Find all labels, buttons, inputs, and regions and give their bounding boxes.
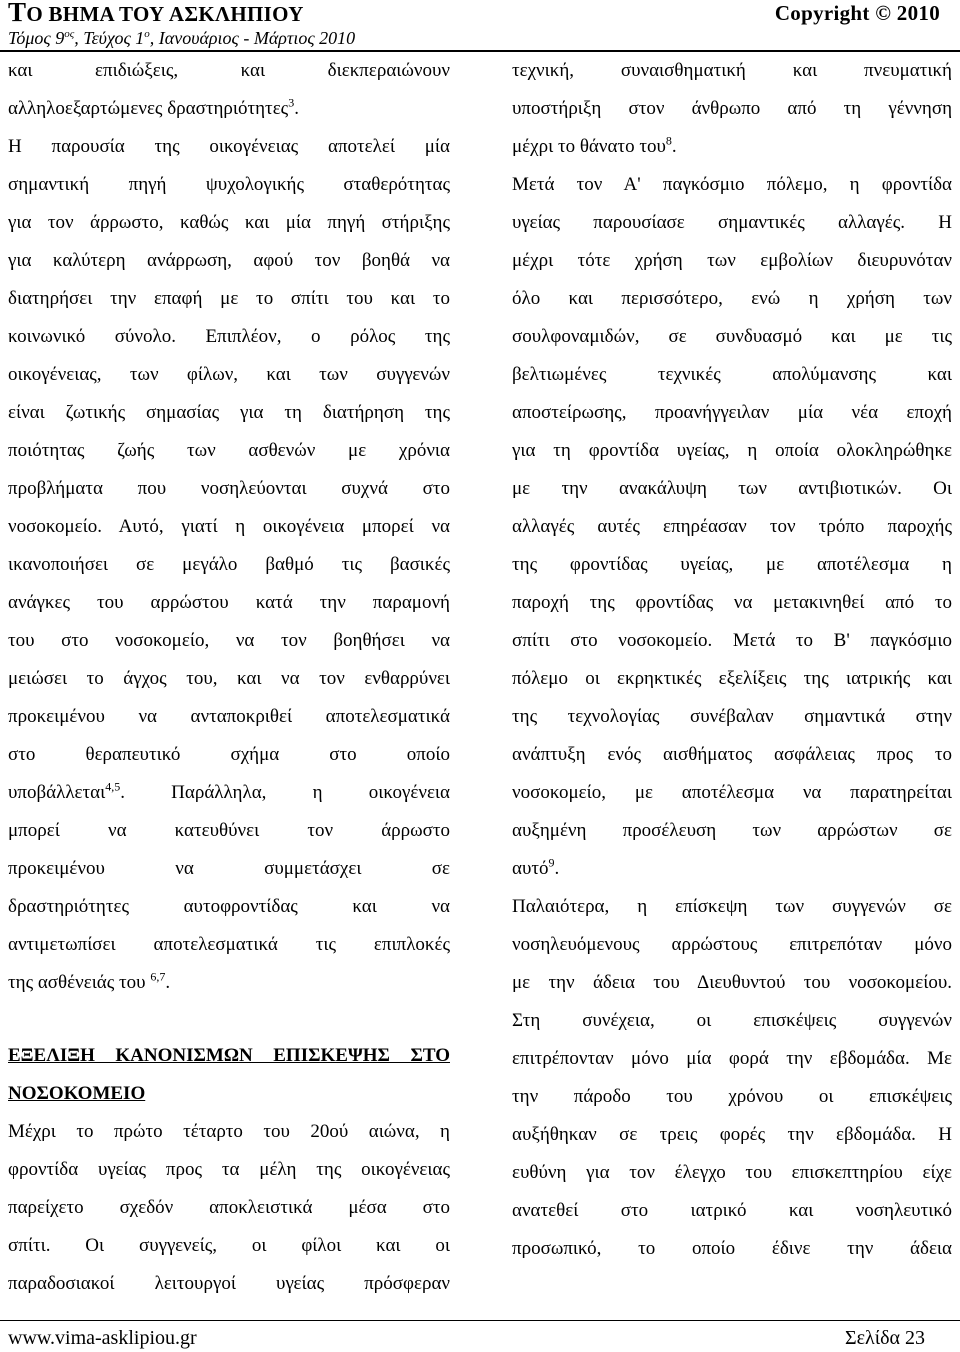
- line-text: κοινωνικό σύνολο. Επιπλέον, ο ρόλος της: [8, 326, 450, 347]
- text-line: [512, 394, 952, 432]
- text-line: [512, 926, 952, 964]
- text-line: [8, 698, 450, 736]
- text-line: [8, 52, 450, 90]
- text-line: [8, 926, 450, 964]
- text-line: [512, 432, 952, 470]
- line-text: προβλήματα που νοσηλεύονται συχνά στο: [8, 478, 450, 499]
- line-text: σουλφοναμιδών, σε συνδυασμό και με τις: [512, 326, 952, 347]
- line-text: παρείχετο σχεδόν αποκλειστικά μέσα στο: [8, 1197, 450, 1218]
- page-number: Σελίδα 23: [844, 1327, 925, 1349]
- text-line: [512, 1192, 952, 1230]
- line-text: επιτρέπονταν μόνο μία φορά την εβδομάδα. Με: [512, 1048, 952, 1069]
- text-line: [8, 394, 450, 432]
- heading-line: [8, 1037, 450, 1075]
- line-text: την πάροδο του χρόνου οι επισκέψεις: [512, 1086, 952, 1107]
- line-text: του στο νοσοκομείο, να τον βοηθήσει να: [8, 630, 450, 651]
- section-heading: [8, 1037, 450, 1113]
- line-text: Η παρουσία της οικογένειας αποτελεί μία: [8, 136, 450, 157]
- line-text: με την ανακάλυψη των αντιβιοτικών. Οι: [512, 478, 952, 499]
- text-line: [8, 850, 450, 888]
- line-text: παραδοσιακοί λειτουργοί υγείας πρόσφεραν: [8, 1273, 450, 1294]
- line-text: μπορεί να κατευθύνει τον άρρωστο: [8, 820, 450, 841]
- line-text: προσωπικό, το οποίο έδινε την άδεια: [512, 1238, 952, 1259]
- line-text: υγείας παρουσίασε σημαντικές αλλαγές. Η: [512, 212, 952, 233]
- text-line: [8, 470, 450, 508]
- line-text: ΕΞΕΛΙΞΗ ΚΑΝΟΝΙΣΜΩΝ ΕΠΙΣΚΕΨΗΣ ΣΤΟ: [8, 1045, 450, 1066]
- line-text: και επιδιώξεις, και διεκπεραιώνουν: [8, 60, 450, 81]
- line-text: διατηρήσει την επαφή με το σπίτι του και το: [8, 288, 450, 309]
- journal-title: ΤΟ ΒΗΜΑ ΤΟΥ ΑΣΚΛΗΠΙΟΥ: [8, 0, 304, 27]
- line-text: νοσοκομείο, με αποτέλεσμα να παρατηρείται: [512, 782, 952, 803]
- footer-divider: [0, 1320, 960, 1321]
- text-line: [8, 318, 450, 356]
- line-text: ανατεθεί στο ιατρικό και νοσηλευτικό: [512, 1200, 952, 1221]
- text-line: [8, 356, 450, 394]
- text-line: [8, 280, 450, 318]
- line-text: αποστείρωσης, προανήγγειλαν μία νέα εποχή: [512, 402, 952, 423]
- right-column: [512, 52, 952, 1268]
- text-line: [512, 660, 952, 698]
- line-text: βελτιωμένες τεχνικές απολύμανσης και: [512, 364, 952, 385]
- text-line: [512, 584, 952, 622]
- text-line: [512, 964, 952, 1002]
- line-text: φροντίδα υγείας προς τα μέλη της οικογένειας: [8, 1159, 450, 1180]
- line-text: αυξημένη προσέλευση των αρρώστων σε: [512, 820, 952, 841]
- text-line: [512, 774, 952, 812]
- page-header: [0, 0, 960, 52]
- text-line: [8, 1113, 450, 1151]
- text-line: [8, 204, 450, 242]
- line-text: αυξήθηκαν σε τρεις φορές την εβδομάδα. Η: [512, 1124, 952, 1145]
- text-line: [512, 736, 952, 774]
- line-text: της τεχνολογίας συνέβαλαν σημαντικά στην: [512, 706, 952, 727]
- paragraph: [8, 128, 450, 1002]
- line-text: είναι ζωτικής σημασίας για τη διατήρηση της: [8, 402, 450, 423]
- text-line: [8, 128, 450, 166]
- line-text-continuation: . Παράλληλα, η οικογένεια: [120, 782, 450, 803]
- line-text-continuation: .: [294, 98, 299, 119]
- line-text: πόλεμο οι εκρηκτικές εξελίξεις της ιατρικής και: [512, 668, 952, 689]
- line-text: σπίτι. Οι συγγενείς, οι φίλοι και οι: [8, 1235, 450, 1256]
- paragraph: [512, 52, 952, 166]
- reference-superscript: 3: [288, 95, 295, 110]
- line-text: ευθύνη για τον έλεγχο του επισκεπτηρίου είχε: [512, 1162, 952, 1183]
- text-line: [512, 812, 952, 850]
- line-text: Μετά τον Α' παγκόσμιο πόλεμο, η φροντίδα: [512, 174, 952, 195]
- issue-number-text: , Τεύχος 1: [74, 28, 145, 48]
- reference-superscript: 4,5: [105, 779, 121, 794]
- text-line: [512, 850, 952, 888]
- line-text-continuation: .: [671, 136, 677, 157]
- paragraph: [512, 166, 952, 888]
- line-text: Στη συνέχεια, οι επισκέψεις συγγενών: [512, 1010, 952, 1031]
- text-line: [8, 774, 450, 812]
- text-line: [8, 584, 450, 622]
- paragraph: [8, 1113, 450, 1303]
- line-text-continuation: .: [554, 858, 560, 879]
- text-line: [512, 280, 952, 318]
- text-line: [512, 470, 952, 508]
- line-text: για τη φροντίδα υγείας, η οποία ολοκληρώθηκε: [512, 440, 952, 461]
- text-line: [8, 964, 450, 1002]
- text-line: [512, 318, 952, 356]
- text-line: [512, 1230, 952, 1268]
- line-text: δραστηριότητες αυτοφροντίδας και να: [8, 896, 450, 917]
- reference-superscript: 6,7: [150, 969, 166, 984]
- text-line: [8, 622, 450, 660]
- text-line: [8, 90, 450, 128]
- text-line: [8, 1189, 450, 1227]
- line-text: αλληλοεξαρτώμενες δραστηριότητες: [8, 98, 289, 119]
- text-line: [8, 546, 450, 584]
- text-line: [512, 90, 952, 128]
- text-line: [8, 508, 450, 546]
- text-line: [512, 1040, 952, 1078]
- line-text: παροχή της φροντίδας να μετακινηθεί από το: [512, 592, 952, 613]
- footer-website: www.vima-asklipiou.gr: [8, 1327, 197, 1349]
- text-line: [512, 888, 952, 926]
- copyright-notice: Copyright © 2010: [774, 1, 940, 25]
- line-text: Μέχρι το πρώτο τέταρτο του 20ού αιώνα, η: [8, 1121, 450, 1142]
- volume-text: Τόμος 9: [8, 28, 65, 48]
- line-text: υποστήριξη στον άνθρωπο από τη γέννηση: [512, 98, 952, 119]
- line-text: υποβάλλεται: [8, 782, 106, 803]
- line-text: ποιότητας ζωής των ασθενών με χρόνια: [8, 440, 450, 461]
- left-column: [8, 52, 450, 1303]
- text-line: [512, 166, 952, 204]
- text-line: [8, 1227, 450, 1265]
- line-text: προκειμένου να συμμετάσχει σε: [8, 858, 450, 879]
- line-text: στο θεραπευτικό σχήμα στο οποίο: [8, 744, 450, 765]
- line-text: όλο και περισσότερο, ενώ η χρήση των: [512, 288, 952, 309]
- heading-line: [8, 1075, 450, 1113]
- line-text: ανάπτυξη ενός αισθήματος ασφάλειας προς το: [512, 744, 952, 765]
- text-line: [8, 242, 450, 280]
- text-line: [8, 1151, 450, 1189]
- line-text: οικογένειας, των φίλων, και των συγγενών: [8, 364, 450, 385]
- text-line: [512, 546, 952, 584]
- line-text: ικανοποιήσει σε μεγάλο βαθμό τις βασικές: [8, 554, 450, 575]
- text-line: [512, 242, 952, 280]
- text-line: [512, 1154, 952, 1192]
- line-text: σημαντική πηγή ψυχολογικής σταθερότητας: [8, 174, 450, 195]
- issue-period-text: , Ιανουάριος - Μάρτιος 2010: [149, 28, 356, 48]
- text-line: [512, 52, 952, 90]
- reference-superscript: 9: [548, 855, 555, 870]
- text-line: [8, 166, 450, 204]
- text-line: [8, 812, 450, 850]
- line-text: ανάγκες του αρρώστου κατά την παραμονή: [8, 592, 450, 613]
- line-text: με την άδεια του Διευθυντού του νοσοκομείου.: [512, 972, 952, 993]
- text-line: [512, 128, 952, 166]
- line-text: τεχνική, συναισθηματική και πνευματική: [512, 60, 952, 81]
- line-text: για τον άρρωστο, καθώς και μία πηγή στήριξης: [8, 212, 450, 233]
- line-text: μειώσει το άγχος του, και να τον ενθαρρύνει: [8, 668, 450, 689]
- text-line: [512, 204, 952, 242]
- line-text: της φροντίδας υγείας, με αποτέλεσμα η: [512, 554, 952, 575]
- paragraph: [512, 888, 952, 1268]
- line-text: αλλαγές αυτές επηρέασαν τον τρόπο παροχής: [512, 516, 952, 537]
- reference-superscript: 8: [665, 133, 672, 148]
- issue-info: [8, 27, 355, 49]
- line-text-continuation: .: [165, 972, 171, 993]
- line-text: προκειμένου να ανταποκριθεί αποτελεσματικά: [8, 706, 450, 727]
- line-text: αυτό: [512, 858, 549, 879]
- line-text: για καλύτερη ανάρρωση, αφού τον βοηθά να: [8, 250, 450, 271]
- text-line: [512, 1078, 952, 1116]
- text-line: [8, 888, 450, 926]
- text-line: [512, 1002, 952, 1040]
- line-text: σπίτι στο νοσοκομείο. Μετά το Β' παγκόσμιο: [512, 630, 952, 651]
- paragraph: [8, 52, 450, 128]
- volume-superscript: ος: [64, 28, 75, 40]
- text-line: [8, 432, 450, 470]
- text-line: [512, 1116, 952, 1154]
- text-line: [512, 698, 952, 736]
- issue-number-superscript: ο: [144, 28, 150, 40]
- text-line: [512, 622, 952, 660]
- line-text: νοσοκομείο. Αυτό, γιατί η οικογένεια μπορεί να: [8, 516, 450, 537]
- line-text: ΝΟΣΟΚΟΜΕΙΟ: [8, 1083, 146, 1104]
- line-text: Παλαιότερα, η επίσκεψη των συγγενών σε: [512, 896, 952, 917]
- text-line: [512, 356, 952, 394]
- line-text: της ασθένειάς του: [8, 972, 151, 993]
- line-text: μέχρι το θάνατο του: [512, 136, 666, 157]
- text-line: [512, 508, 952, 546]
- line-text: νοσηλευόμενους αρρώστους επιτρεπόταν μόνο: [512, 934, 952, 955]
- text-line: [8, 736, 450, 774]
- line-text: αντιμετωπίσει αποτελεσματικά τις επιπλοκές: [8, 934, 450, 955]
- text-line: [8, 1265, 450, 1303]
- line-text: μέχρι τότε χρήση των εμβολίων διευρυνόταν: [512, 250, 952, 271]
- text-line: [8, 660, 450, 698]
